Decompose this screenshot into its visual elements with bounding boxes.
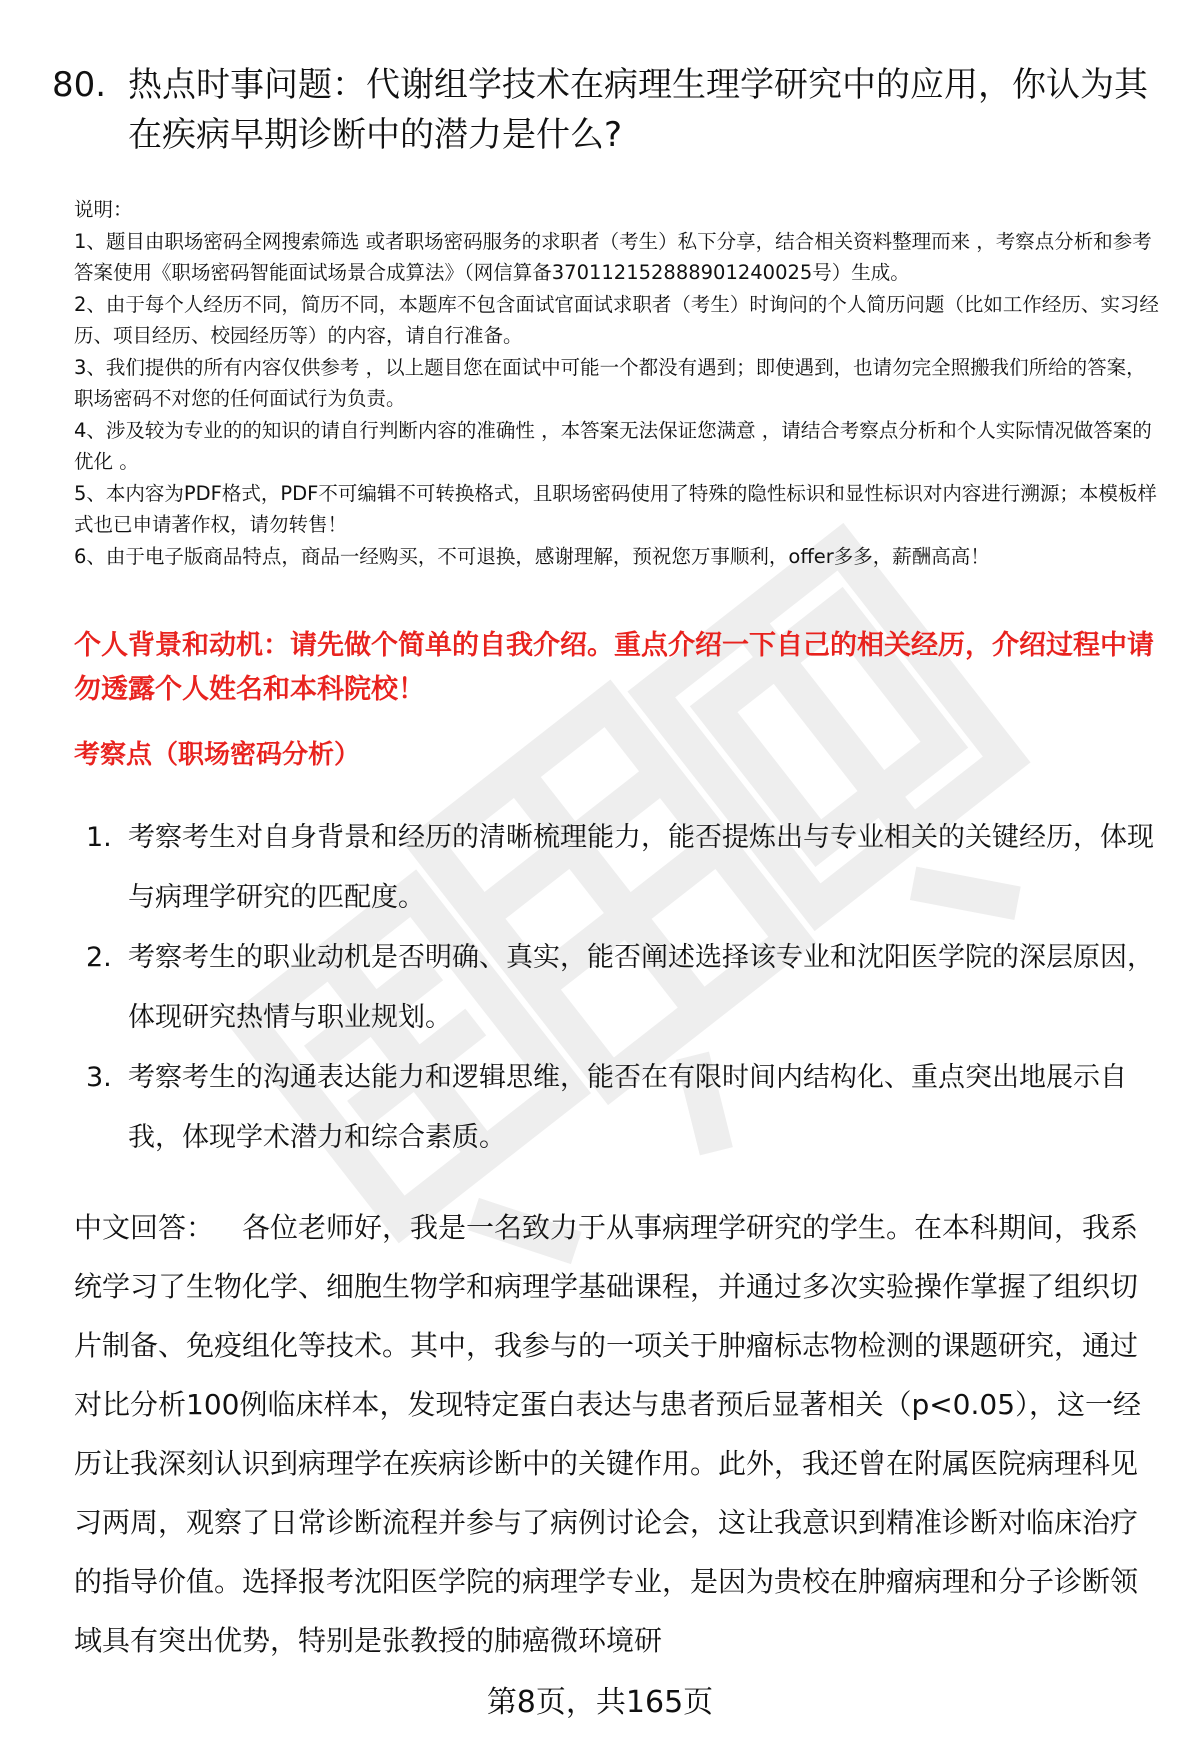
question-text: 热点时事问题：代谢组学技术在病理生理学研究中的应用，你认为其在疾病早期诊断中的潜力是什么? [128, 65, 1148, 155]
analysis-points-list [86, 808, 1166, 1168]
list-item-text: 考察考生对自身背景和经历的清晰梳理能力，能否提炼出与专业相关的关键经历，体现与病理学研究的匹配度。 [128, 822, 1154, 913]
answer-text: 各位老师好，我是一名致力于从事病理学研究的学生。在本科期间，我系统学习了生物化学、细胞生物学和病理学基础课程，并通过多次实验操作掌握了组织切片制备、免疫组化等技术。其中，我参与的一项关于肿瘤标志物检测的课题研究，通过对比分析100例临床样本，发现特定蛋白表达与患者预后显著相关（p<0.05），这一经历让我深刻认识到病理学在疾病诊断中的关键作用。此外，我还曾在附属医院病理科见习两周，观察了日常诊断流程并参与了病例讨论会，这让我意识到精准诊断对临床治疗的指导价值。选择报考沈阳医学院的病理学专业，是因为贵校在肿瘤病理和分子诊断领域具有突出优势，特别是张教授的肺癌微环境研 [74, 1211, 1142, 1657]
analysis-section-title: 考察点（职场密码分析） [74, 740, 361, 770]
list-item-number: 1. [86, 822, 112, 853]
notes-block [74, 194, 1164, 572]
background-section-title: 个人背景和动机：请先做个简单的自我介绍。重点介绍一下自己的相关经历，介绍过程中请勿透露个人姓名和本科院校！ [74, 630, 1154, 705]
list-item [86, 808, 1166, 928]
list-item [86, 1048, 1166, 1168]
note-item: 1、题目由职场密码全网搜索筛选 或者职场密码服务的求职者（考生）私下分享，结合相关资料整理而来 ，考察点分析和参考答案使用《职场密码智能面试场景合成算法》（网信算备370112152888901240025号）生成。 [74, 229, 1152, 284]
note-item: 4、涉及较为专业的的知识的请自行判断内容的准确性 ，本答案无法保证您满意 ，请结合考察点分析和个人实际情况做答案的优化 。 [74, 418, 1152, 473]
list-item-number: 2. [86, 942, 112, 973]
answer-paragraph [74, 1198, 1164, 1670]
note-item: 6、由于电子版商品特点，商品一经购买，不可退换，感谢理解，预祝您万事顺利，offer多多，薪酬高高！ [74, 544, 990, 568]
list-item-text: 考察考生的沟通表达能力和逻辑思维，能否在有限时间内结构化、重点突出地展示自我，体现学术潜力和综合素质。 [128, 1062, 1127, 1153]
page-number: 第8页，共165页 [486, 1685, 714, 1720]
notes-heading: 说明： [74, 198, 133, 221]
question-number: 80. [52, 65, 107, 105]
list-item-text: 考察考生的职业动机是否明确、真实，能否阐述选择该专业和沈阳医学院的深层原因，体现研究热情与职业规划。 [128, 942, 1154, 1033]
list-item-number: 3. [86, 1062, 112, 1093]
note-item: 2、由于每个人经历不同，简历不同，本题库不包含面试官面试求职者（考生）时询问的个人简历问题（比如工作经历、实习经历、项目经历、校园经历等）的内容，请自行准备。 [74, 292, 1159, 347]
question-title [52, 60, 1162, 160]
answer-label: 中文回答： [74, 1211, 215, 1244]
list-item [86, 928, 1166, 1048]
note-item: 3、我们提供的所有内容仅供参考 ，以上题目您在面试中可能一个都没有遇到；即使遇到，也请勿完全照搬我们所给的答案，职场密码不对您的任何面试行为负责。 [74, 355, 1146, 410]
note-item: 5、本内容为PDF格式，PDF不可编辑不可转换格式，且职场密码使用了特殊的隐性标识和显性标识对内容进行溯源；本模板样式也已申请著作权，请勿转售！ [74, 481, 1157, 536]
